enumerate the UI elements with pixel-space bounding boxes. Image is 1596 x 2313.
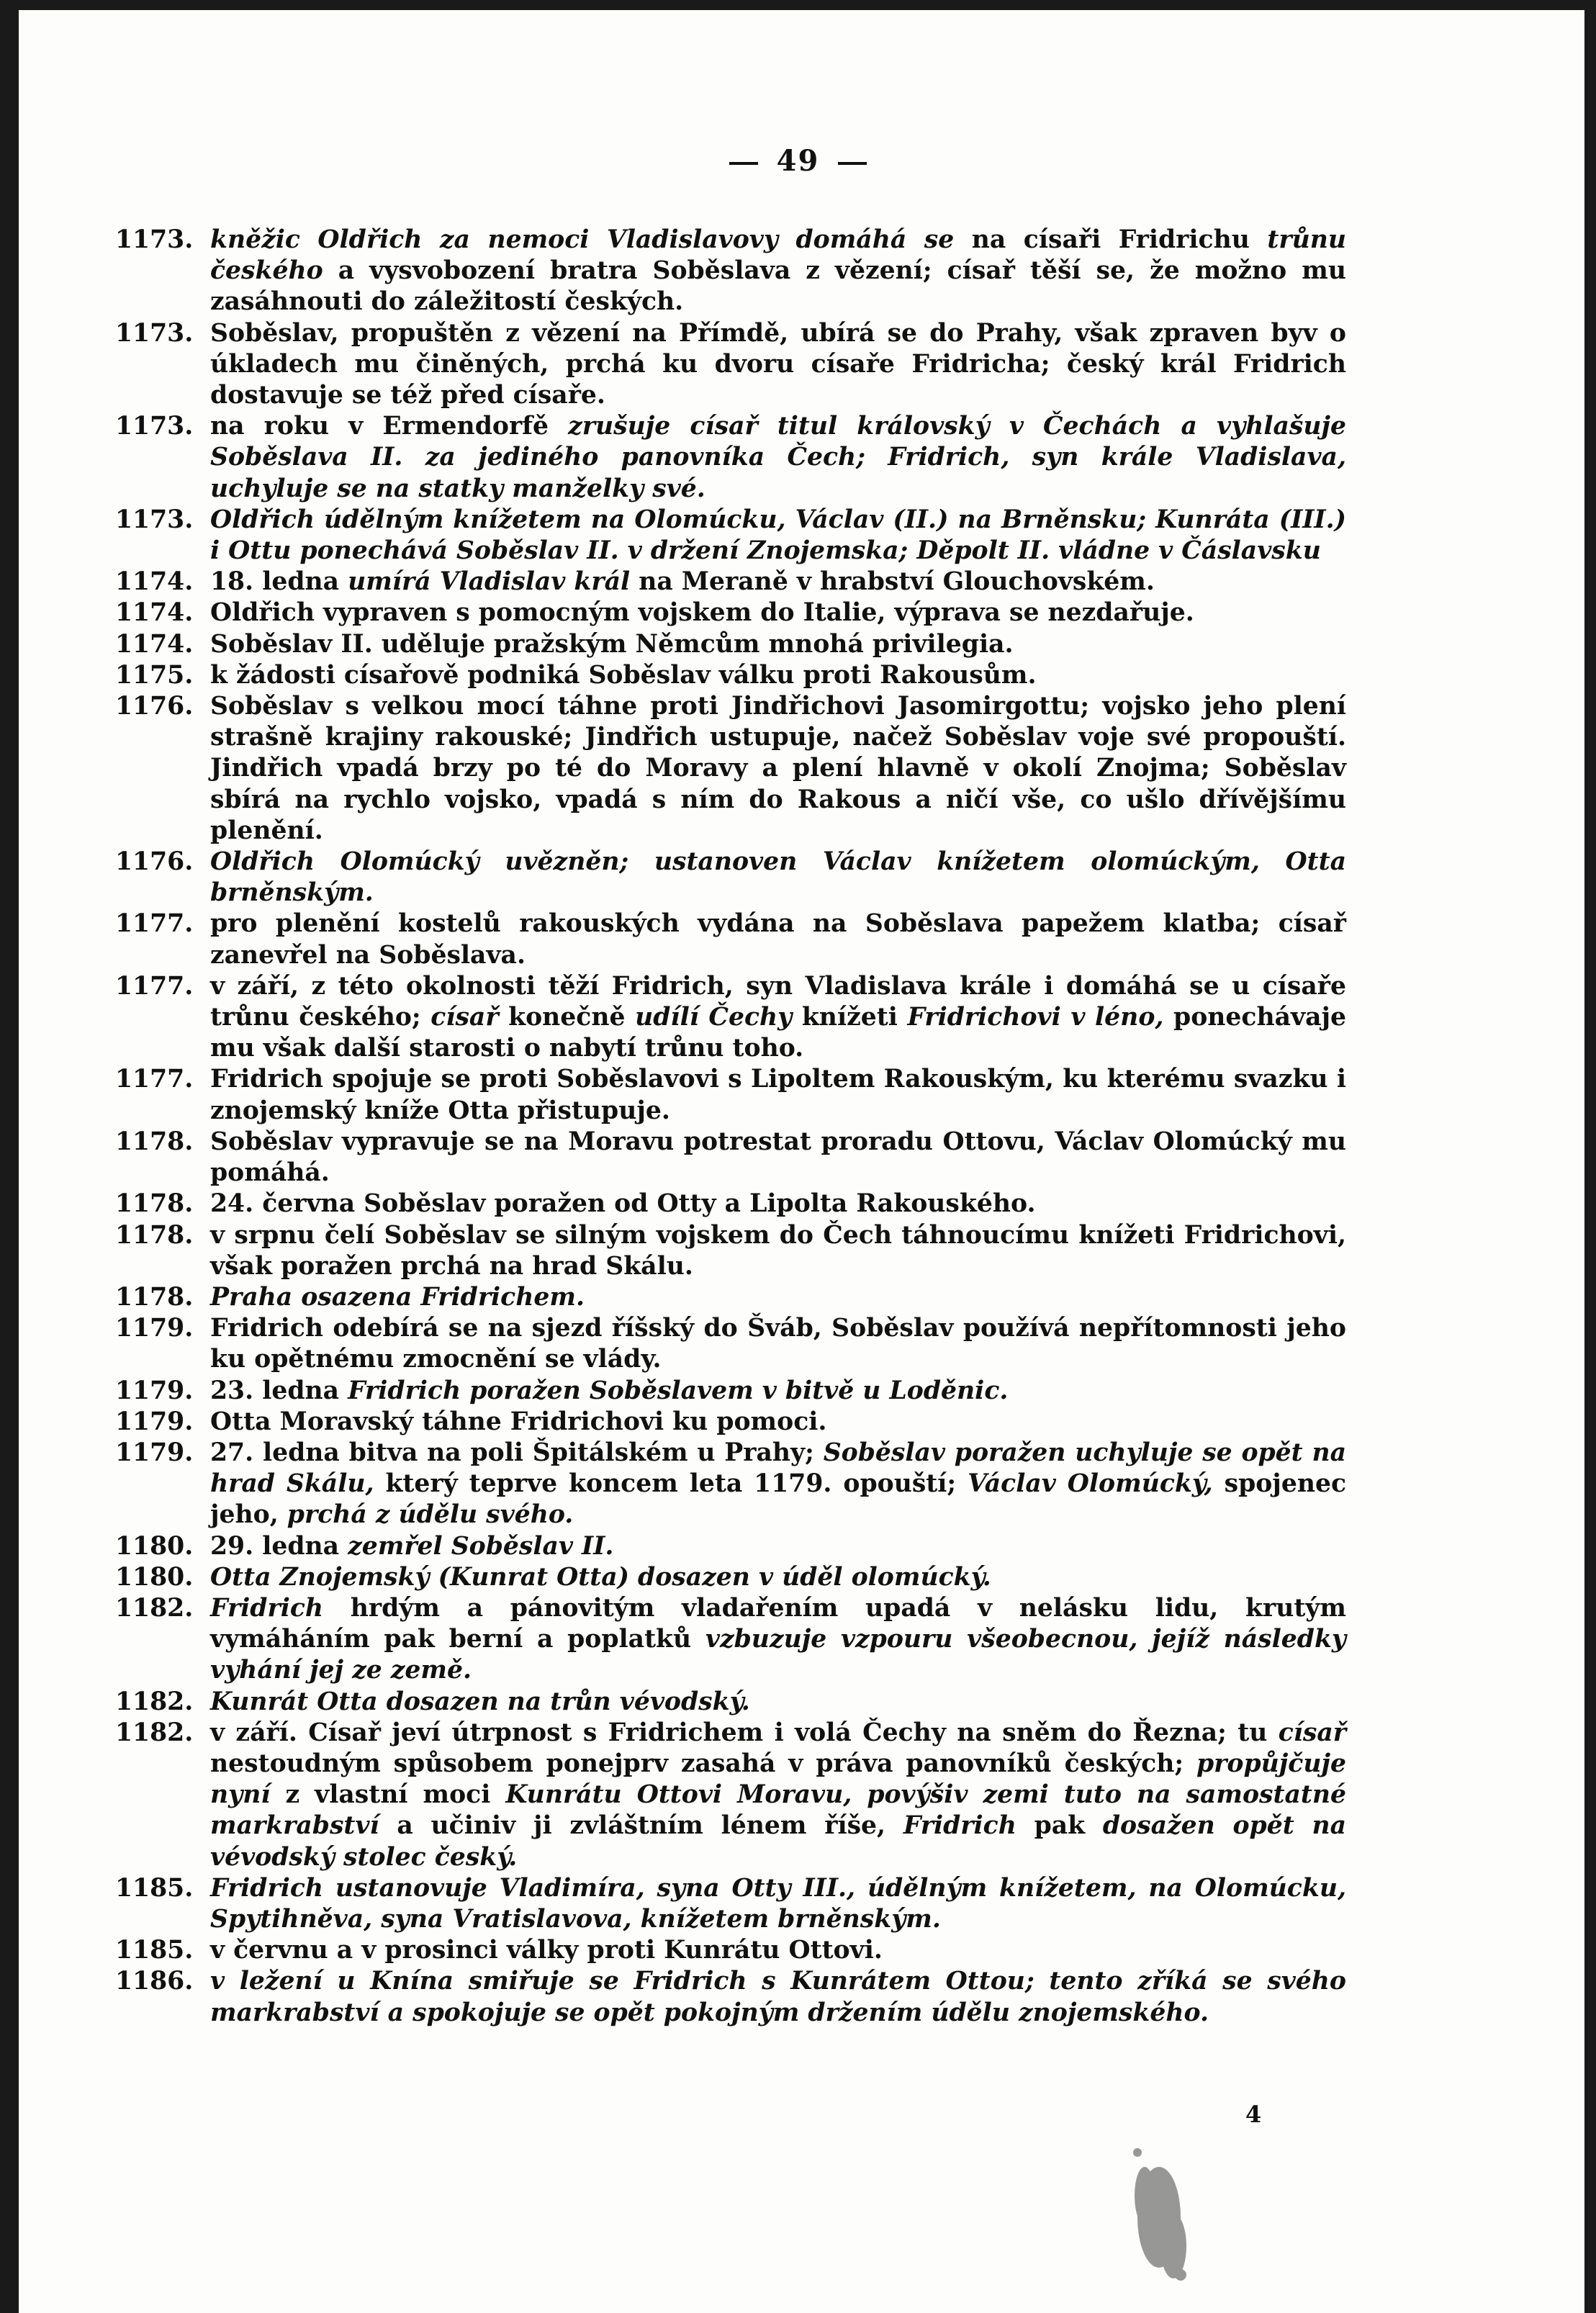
entry-text-plain: 24. června Soběslav poražen od Otty a Lipolta Rakouského.	[210, 1189, 1036, 1219]
entry-text-plain: a vysvobození bratra Soběslava z vězení; císař těší se, že možno mu zasáhnouti do záležitostí českých.	[210, 256, 1346, 317]
entry-text	[210, 660, 1346, 691]
entry-text-plain: na roku v Ermendorfě	[210, 412, 569, 441]
entry-text	[210, 1562, 1346, 1593]
entry-year: 1180.	[115, 1562, 194, 1592]
entry-text	[210, 1127, 1346, 1189]
entry-year: 1173.	[115, 225, 194, 254]
entry-text	[210, 318, 1346, 412]
chronology-list	[115, 225, 1346, 2029]
entry-text-plain: hrdým a pánovitým vladařením upadá v nelásku lidu, krutým vymáháním pak berní a poplatků	[210, 1593, 1346, 1654]
entry-year: 1176.	[115, 847, 194, 877]
entry-year: 1173.	[115, 505, 194, 534]
chronology-entry	[115, 1873, 1346, 1935]
entry-text-plain: Otta Moravský táhne Fridrichovi ku pomoci.	[210, 1407, 827, 1436]
entry-text-plain: konečně	[498, 1003, 636, 1032]
chronology-entry	[115, 225, 1346, 318]
entry-text-italic: císař	[1278, 1718, 1346, 1747]
entry-text-plain: k žádosti císařově podniká Soběslav válku proti Rakousům.	[210, 660, 1037, 690]
entry-text-plain: 27. ledna bitva na poli Špitálském u Prahy;	[210, 1438, 824, 1467]
entry-text-italic: Soběslav poražen uchyluje se opět na hrad Skálu,	[210, 1438, 1346, 1499]
entry-text-italic: Fridrich poražen Soběslavem v bitvě u Loděnic.	[348, 1376, 1009, 1405]
chronology-entry	[115, 598, 1346, 628]
entry-text	[210, 629, 1346, 660]
entry-text	[210, 908, 1346, 970]
page-number-value: 49	[776, 144, 820, 178]
entry-text-italic: zrušuje císař titul královský v Čechách a vyhlašuje Soběslava II. za jediného panovníka Čech; Fridrich, syn krále Vladislava, uchyluje se na statky manželky své.	[210, 412, 1346, 503]
entry-text	[210, 1376, 1346, 1407]
entry-text-plain: Soběslav II. uděluje pražským Němcům mnohá privilegia.	[210, 629, 1014, 659]
chronology-entry	[115, 691, 1346, 847]
entry-text	[210, 1593, 1346, 1687]
entry-text-plain: a učiniv ji zvláštním lénem říše,	[379, 1811, 903, 1841]
entry-text-italic: zemřel Soběslav II.	[348, 1531, 614, 1561]
entry-text	[210, 847, 1346, 908]
entry-text	[210, 1966, 1346, 2028]
entry-year: 1178.	[115, 1220, 194, 1250]
entry-text-italic: prchá z údělu svého.	[287, 1500, 574, 1530]
entry-year: 1177.	[115, 909, 194, 939]
entry-text	[210, 1531, 1346, 1562]
chronology-entry	[115, 1531, 1346, 1562]
ink-stain	[1094, 2109, 1224, 2296]
chronology-entry	[115, 1687, 1346, 1718]
entry-year: 1179.	[115, 1407, 194, 1436]
entry-text-plain: Fridrich spojuje se proti Soběslavovi s Lipoltem Rakouským, ku kterému svazku i znojemský kníže Otta přistupuje.	[210, 1065, 1346, 1125]
entry-text-plain: nestoudným spůsobem ponejprv zasahá v práva panovníků českých;	[210, 1749, 1196, 1778]
entry-text-plain: v září, z této okolnosti těží Fridrich, syn Vladislava krále i domáhá se u císaře trůnu českého;	[210, 971, 1346, 1032]
entry-year: 1180.	[115, 1531, 194, 1561]
entry-text-italic: trůnu českého	[210, 225, 1346, 286]
entry-year: 1178.	[115, 1127, 194, 1156]
entry-text-plain: Oldřich vypraven s pomocným vojskem do Italie, výprava se nezdařuje.	[210, 598, 1194, 628]
chronology-entry	[115, 1718, 1346, 1873]
entry-text-plain: pak	[1016, 1811, 1103, 1841]
chronology-entry	[115, 505, 1346, 567]
entry-text-italic: udílí Čechy	[635, 1003, 793, 1032]
entry-text	[210, 225, 1346, 318]
entry-text-plain: z vlastní moci	[270, 1780, 506, 1810]
chronology-entry	[115, 1064, 1346, 1126]
entry-text-italic: v ležení u Knína smiřuje se Fridrich s Kunrátem Ottou; tento zříká se svého markrabství a spokojuje se opět pokojným držením údělu znojemského.	[210, 1967, 1346, 2027]
entry-text	[210, 1935, 1346, 1966]
chronology-entry	[115, 1220, 1346, 1282]
entry-text-plain: Soběslav, propuštěn z vězení na Přímdě, ubírá se do Prahy, však zpraven byv o úkladech mu činěných, prchá ku dvoru císaře Fridricha; český král Fridrich dostavuje se též před císaře.	[210, 318, 1346, 410]
chronology-entry	[115, 1407, 1346, 1438]
entry-text	[210, 1064, 1346, 1126]
entry-text-plain: Soběslav s velkou mocí táhne proti Jindřichovi Jasomirgottu; vojsko jeho plení strašně krajiny rakouské; Jindřich ustupuje, načež Soběslav voje své propouští. Jindřich vpadá brzy po té do Moravy a plení hlavně v okolí Znojma; Soběslav sbírá na rychlo vojsko, vpadá s ním do Rakous a ničí vše, co ušlo dřívějšímu plenění.	[210, 692, 1346, 845]
entry-text-italic: Oldřich Olomúcký uvězněn; ustanoven Václav knížetem olomúckým, Otta brněnským.	[210, 847, 1346, 908]
chronology-entry	[115, 1313, 1346, 1375]
entry-year: 1185.	[115, 1873, 194, 1903]
entry-text-plain: Soběslav vypravuje se na Moravu potrestat proradu Ottovu, Václav Olomúcký mu pomáhá.	[210, 1127, 1346, 1188]
scan-border-right	[1584, 0, 1596, 2313]
entry-text-italic: Oldřich údělným knížetem na Olomúcku, Václav (II.) na Brněnsku; Kunráta (III.) i Ottu ponechává Soběslav II. v držení Znojemska; Děpolt II. vládne v Čáslavsku	[210, 505, 1346, 566]
entry-text-italic: dosažen opět na vévodský stolec český.	[210, 1811, 1346, 1872]
entry-year: 1174.	[115, 629, 194, 659]
entry-text	[210, 971, 1346, 1065]
scan-border-top	[0, 0, 1596, 10]
scan-border-left	[0, 0, 19, 2313]
entry-text	[210, 567, 1346, 598]
entry-year: 1177.	[115, 1065, 194, 1094]
entry-text	[210, 1438, 1346, 1531]
entry-text	[210, 691, 1346, 847]
entry-year: 1179.	[115, 1438, 194, 1467]
dash-left	[729, 162, 758, 165]
entry-text-italic: císař	[430, 1003, 499, 1032]
entry-text-italic: Praha osazena Fridrichem.	[210, 1282, 585, 1312]
dash-right	[838, 162, 867, 165]
entry-text	[210, 598, 1346, 628]
chronology-entry	[115, 908, 1346, 970]
entry-text-italic: Fridrich ustanovuje Vladimíra, syna Otty III., údělným knížetem, na Olomúcku, Spytihněva, syna Vratislavova, knížetem brněnským.	[210, 1873, 1346, 1934]
chronology-entry	[115, 1282, 1346, 1313]
entry-text	[210, 1718, 1346, 1873]
entry-year: 1175.	[115, 660, 194, 690]
chronology-entry	[115, 1438, 1346, 1531]
entry-text-plain: v srpnu čelí Soběslav se silným vojskem do Čech táhnoucímu knížeti Fridrichovi, však poražen prchá na hrad Skálu.	[210, 1220, 1346, 1281]
entry-year: 1173.	[115, 412, 194, 441]
entry-year: 1174.	[115, 567, 194, 597]
entry-text-plain: na císaři Fridrichu	[954, 225, 1268, 254]
chronology-entry	[115, 1562, 1346, 1593]
entry-year: 1179.	[115, 1314, 194, 1343]
entry-text	[210, 1687, 1346, 1718]
chronology-entry	[115, 1935, 1346, 1966]
entry-text-italic: umírá Vladislav král	[348, 567, 631, 597]
entry-text	[210, 1873, 1346, 1935]
entry-year: 1176.	[115, 692, 194, 721]
chronology-entry	[115, 1127, 1346, 1189]
entry-text-plain: který teprve koncem leta 1179. opouští;	[374, 1469, 968, 1499]
entry-year: 1182.	[115, 1593, 194, 1623]
entry-year: 1178.	[115, 1189, 194, 1219]
page-number	[0, 144, 1596, 178]
signature-mark: 4	[1245, 2101, 1262, 2128]
entry-text	[210, 1189, 1346, 1219]
entry-text-italic: propůjčuje nyní	[210, 1749, 1346, 1810]
entry-text	[210, 1313, 1346, 1375]
chronology-entry	[115, 1189, 1346, 1219]
entry-text-italic: Fridrich	[210, 1593, 324, 1623]
entry-text	[210, 1282, 1346, 1313]
entry-year: 1186.	[115, 1967, 194, 1996]
entry-text-plain: v září. Císař jeví útrpnost s Fridrichem i volá Čechy na sněm do Řezna; tu	[210, 1718, 1279, 1747]
entry-year: 1174.	[115, 598, 194, 628]
chronology-entry	[115, 847, 1346, 908]
entry-text-italic: Kunrát Otta dosazen na trůn vévodský.	[210, 1687, 750, 1716]
entry-text-italic: Fridrichovi v léno,	[907, 1003, 1164, 1032]
entry-year: 1173.	[115, 318, 194, 348]
entry-text-italic: Václav Olomúcký,	[968, 1469, 1213, 1499]
entry-text-plain: na Meraně v hrabství Glouchovském.	[630, 567, 1155, 597]
entry-year: 1182.	[115, 1718, 194, 1747]
entry-text	[210, 505, 1346, 567]
entry-text-italic: Fridrich	[903, 1811, 1016, 1841]
entry-text-italic: vzbuzuje vzpouru všeobecnou, jejíž následky vyhání jej ze země.	[210, 1625, 1347, 1685]
chronology-entry	[115, 1966, 1346, 2028]
entry-text	[210, 411, 1346, 505]
entry-year: 1177.	[115, 971, 194, 1001]
entry-year: 1179.	[115, 1376, 194, 1405]
chronology-entry	[115, 1376, 1346, 1407]
entry-text-plain: spojenec jeho,	[210, 1469, 1347, 1530]
entry-text-plain: v červnu a v prosinci války proti Kunrátu Ottovi.	[210, 1936, 883, 1965]
entry-year: 1178.	[115, 1282, 194, 1312]
entry-text-italic: Kunrátu Ottovi Moravu, povýšiv zemi tuto na samostatné markrabství	[210, 1780, 1347, 1841]
chronology-entry	[115, 567, 1346, 598]
entry-text-italic: Otta Znojemský (Kunrat Otta) dosazen v úděl olomúcký.	[210, 1562, 991, 1592]
entry-year: 1185.	[115, 1936, 194, 1965]
entry-text-plain: knížeti	[792, 1003, 908, 1032]
entry-year: 1182.	[115, 1687, 194, 1716]
entry-text-plain: ponechávaje mu však další starosti o nabytí trůnu toho.	[210, 1003, 1347, 1063]
chronology-entry	[115, 971, 1346, 1065]
entry-text	[210, 1220, 1346, 1282]
entry-text-plain: 29. ledna	[210, 1531, 348, 1561]
chronology-entry	[115, 318, 1346, 412]
entry-text-italic: kněžic Oldřich za nemoci Vladislavovy domáhá se	[210, 225, 955, 254]
chronology-entry	[115, 660, 1346, 691]
chronology-entry	[115, 629, 1346, 660]
entry-text	[210, 1407, 1346, 1438]
chronology-entry	[115, 411, 1346, 505]
entry-text-plain: pro plenění kostelů rakouských vydána na Soběslava papežem klatba; císař zanevřel na Soběslava.	[210, 909, 1346, 970]
entry-text-plain: 23. ledna	[210, 1376, 348, 1405]
entry-text-plain: 18. ledna	[210, 567, 348, 597]
entry-text-plain: Fridrich odebírá se na sjezd říšský do Šváb, Soběslav používá nepřítomnosti jeho ku opětnému zmocnění se vlády.	[210, 1314, 1346, 1374]
chronology-entry	[115, 1593, 1346, 1687]
